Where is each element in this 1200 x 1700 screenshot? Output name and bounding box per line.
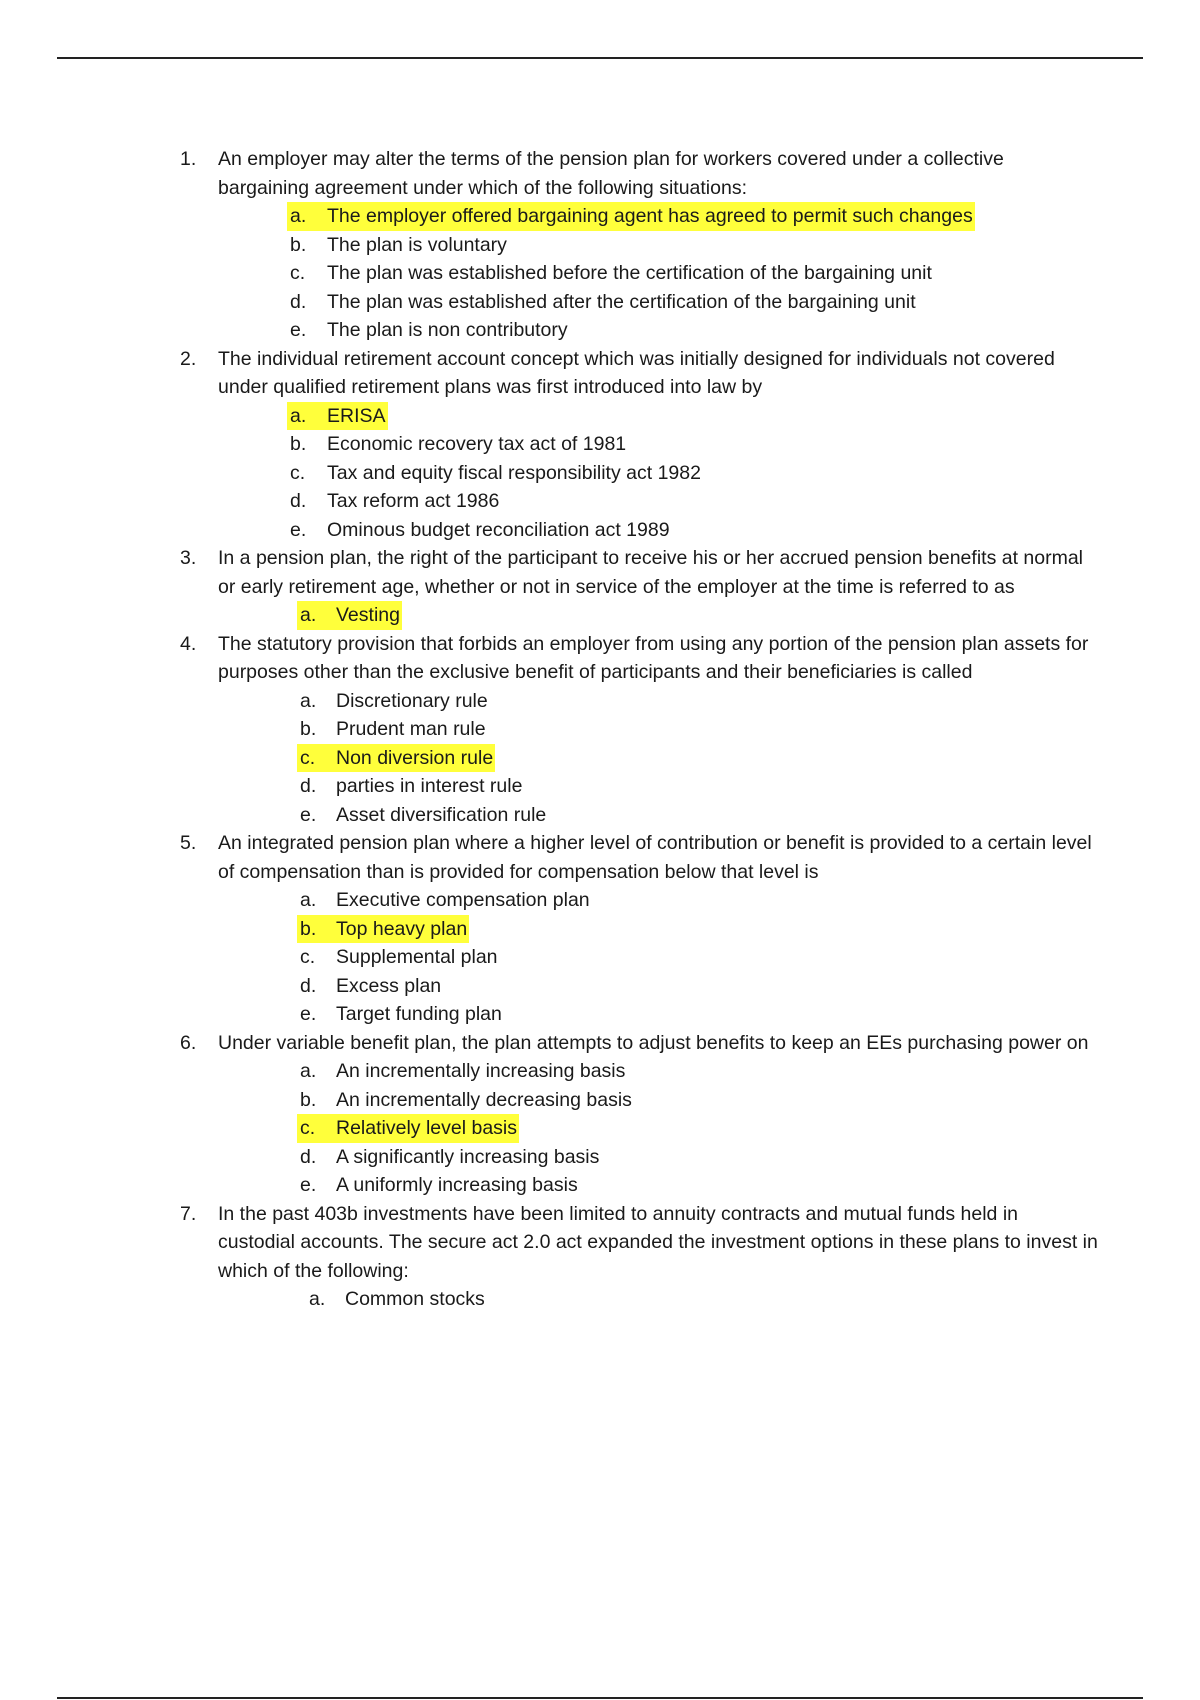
answer-option	[218, 259, 1098, 288]
answer-options	[218, 601, 1098, 630]
option-text: parties in interest rule	[336, 775, 523, 797]
option-text: An incrementally increasing basis	[336, 1060, 626, 1082]
option-text: Economic recovery tax act of 1981	[327, 433, 627, 455]
answer-option	[218, 487, 1098, 516]
answer-option	[218, 601, 1098, 630]
answer-content	[297, 1000, 502, 1029]
option-letter: d.	[300, 775, 317, 797]
option-text: Ominous budget reconciliation act 1989	[327, 518, 670, 541]
question-7	[0, 1200, 1098, 1314]
question-text: An integrated pension plan where a higher level of contribution or benefit is provided to a certain level of compensation than is provided for compensation below that level is	[218, 832, 1092, 883]
answer-content	[297, 772, 522, 801]
answer-option	[218, 801, 1098, 830]
question-text: An employer may alter the terms of the pension plan for workers covered under a collective bargaining agreement under which of the following situations:	[218, 148, 1004, 199]
answer-option	[218, 316, 1098, 345]
answer-content	[297, 1171, 578, 1200]
option-letter: e.	[300, 1174, 317, 1196]
answer-option	[218, 772, 1098, 801]
option-text: Asset diversification rule	[336, 803, 547, 826]
option-letter: a.	[300, 1060, 317, 1082]
answer-content	[306, 1285, 485, 1314]
option-letter: a.	[309, 1288, 326, 1310]
question-3	[0, 544, 1098, 630]
answer-content	[297, 687, 488, 716]
question-number: 2.	[180, 347, 197, 370]
answer-option	[218, 715, 1098, 744]
option-text: Executive compensation plan	[336, 889, 590, 911]
footer-rule	[57, 1697, 1143, 1699]
answer-options	[218, 202, 1098, 345]
highlighted-answer	[297, 1114, 519, 1143]
answer-option	[218, 231, 1098, 260]
answer-content	[287, 430, 626, 459]
answer-content	[297, 801, 546, 830]
question-number: 1.	[180, 148, 197, 170]
answer-options	[218, 886, 1098, 1029]
question-5	[0, 829, 1098, 1029]
highlighted-answer	[297, 744, 495, 773]
option-letter: c.	[300, 746, 316, 769]
highlighted-answer	[287, 402, 388, 431]
option-text: A uniformly increasing basis	[336, 1174, 578, 1196]
question-number: 4.	[180, 632, 197, 655]
answer-content	[287, 231, 507, 260]
option-text: Top heavy plan	[336, 917, 468, 940]
option-text: Non diversion rule	[336, 746, 494, 769]
option-text: Target funding plan	[336, 1003, 502, 1025]
option-letter: b.	[300, 1088, 317, 1111]
option-letter: a.	[300, 689, 317, 712]
option-text: Common stocks	[345, 1288, 485, 1310]
answer-option	[218, 1000, 1098, 1029]
answer-content	[297, 1143, 599, 1172]
option-letter: a.	[290, 205, 307, 227]
option-text: Supplemental plan	[336, 946, 498, 968]
option-letter: b.	[300, 917, 317, 940]
answer-content	[287, 288, 916, 317]
answer-option	[218, 943, 1098, 972]
question-text: The statutory provision that forbids an employer from using any portion of the pension plan assets for purposes other than the exclusive benefit of participants and their beneficiaries is called	[218, 632, 1089, 683]
answer-option	[218, 744, 1098, 773]
option-text: The plan was established before the certification of the bargaining unit	[327, 262, 932, 284]
answer-content	[297, 972, 441, 1001]
option-text: Vesting	[336, 604, 400, 626]
question-6	[0, 1029, 1098, 1200]
option-text: The employer offered bargaining agent has agreed to permit such changes	[327, 205, 973, 227]
option-text: The plan was established after the certification of the bargaining unit	[327, 290, 916, 313]
answer-content	[287, 487, 499, 516]
option-letter: d.	[290, 290, 307, 313]
answer-content	[297, 886, 590, 915]
option-text: Tax and equity fiscal responsibility act 1982	[327, 461, 701, 484]
option-text: Prudent man rule	[336, 718, 486, 740]
answer-option	[218, 1114, 1098, 1143]
option-letter: a.	[300, 604, 317, 626]
answer-option	[218, 288, 1098, 317]
answer-option	[218, 915, 1098, 944]
answer-content	[287, 316, 568, 345]
answer-option	[218, 687, 1098, 716]
option-text: Relatively level basis	[336, 1117, 517, 1139]
option-text: The plan is non contributory	[327, 319, 568, 341]
highlighted-answer	[297, 601, 402, 630]
option-letter: a.	[300, 889, 317, 911]
option-letter: e.	[290, 319, 307, 341]
question-4	[0, 630, 1098, 830]
option-text: Discretionary rule	[336, 689, 488, 712]
answer-options	[218, 687, 1098, 830]
option-letter: c.	[290, 461, 306, 484]
option-text: A significantly increasing basis	[336, 1145, 600, 1168]
answer-option	[218, 1143, 1098, 1172]
answer-content	[287, 259, 932, 288]
answer-content	[297, 1086, 632, 1115]
answer-option	[218, 886, 1098, 915]
highlighted-answer	[297, 915, 469, 944]
answer-content	[297, 943, 498, 972]
question-text: Under variable benefit plan, the plan attempts to adjust benefits to keep an EEs purchasing power on	[218, 1031, 1089, 1054]
option-letter: c.	[300, 1117, 316, 1139]
option-text: Tax reform act 1986	[327, 490, 500, 512]
answer-option	[218, 1171, 1098, 1200]
answer-content	[287, 516, 670, 545]
answer-content	[297, 715, 486, 744]
question-number: 6.	[180, 1031, 197, 1054]
document-body	[0, 145, 1200, 1314]
option-letter: b.	[300, 718, 317, 740]
answer-content	[287, 459, 701, 488]
question-number: 3.	[180, 547, 197, 569]
option-letter: c.	[290, 262, 306, 284]
option-letter: c.	[300, 946, 316, 968]
question-number: 7.	[180, 1202, 197, 1225]
option-letter: e.	[300, 803, 317, 826]
question-number: 5.	[180, 832, 197, 854]
option-letter: a.	[290, 404, 307, 427]
answer-options	[218, 1057, 1098, 1200]
question-text: In a pension plan, the right of the participant to receive his or her accrued pension benefits at normal or early retirement age, whether or not in service of the employer at the time is referred to as	[218, 547, 1084, 598]
question-text: In the past 403b investments have been limited to annuity contracts and mutual funds held in custodial accounts. The secure act 2.0 act expanded the investment options in these plans to invest in which of the following:	[218, 1202, 1098, 1282]
option-letter: b.	[290, 233, 307, 256]
answer-option	[218, 972, 1098, 1001]
question-text: The individual retirement account concept which was initially designed for individuals not covered under qualified retirement plans was first introduced into law by	[218, 347, 1055, 398]
option-text: An incrementally decreasing basis	[336, 1088, 632, 1111]
option-text: ERISA	[327, 404, 386, 427]
answer-option	[218, 402, 1098, 431]
answer-option	[218, 430, 1098, 459]
option-letter: d.	[290, 490, 307, 512]
option-letter: e.	[290, 518, 307, 541]
option-letter: b.	[290, 433, 307, 455]
answer-content	[297, 1057, 625, 1086]
option-text: Excess plan	[336, 974, 442, 997]
option-text: The plan is voluntary	[327, 233, 507, 256]
option-letter: e.	[300, 1003, 317, 1025]
question-1	[0, 145, 1098, 345]
option-letter: d.	[300, 974, 317, 997]
answer-option	[218, 1057, 1098, 1086]
answer-option	[218, 459, 1098, 488]
question-2	[0, 345, 1098, 545]
answer-option	[218, 202, 1098, 231]
highlighted-answer	[287, 202, 975, 231]
answer-option	[218, 1285, 1098, 1314]
answer-option	[218, 516, 1098, 545]
answer-options	[218, 1285, 1098, 1314]
header-rule	[57, 57, 1143, 59]
answer-option	[218, 1086, 1098, 1115]
option-letter: d.	[300, 1145, 317, 1168]
answer-options	[218, 402, 1098, 545]
